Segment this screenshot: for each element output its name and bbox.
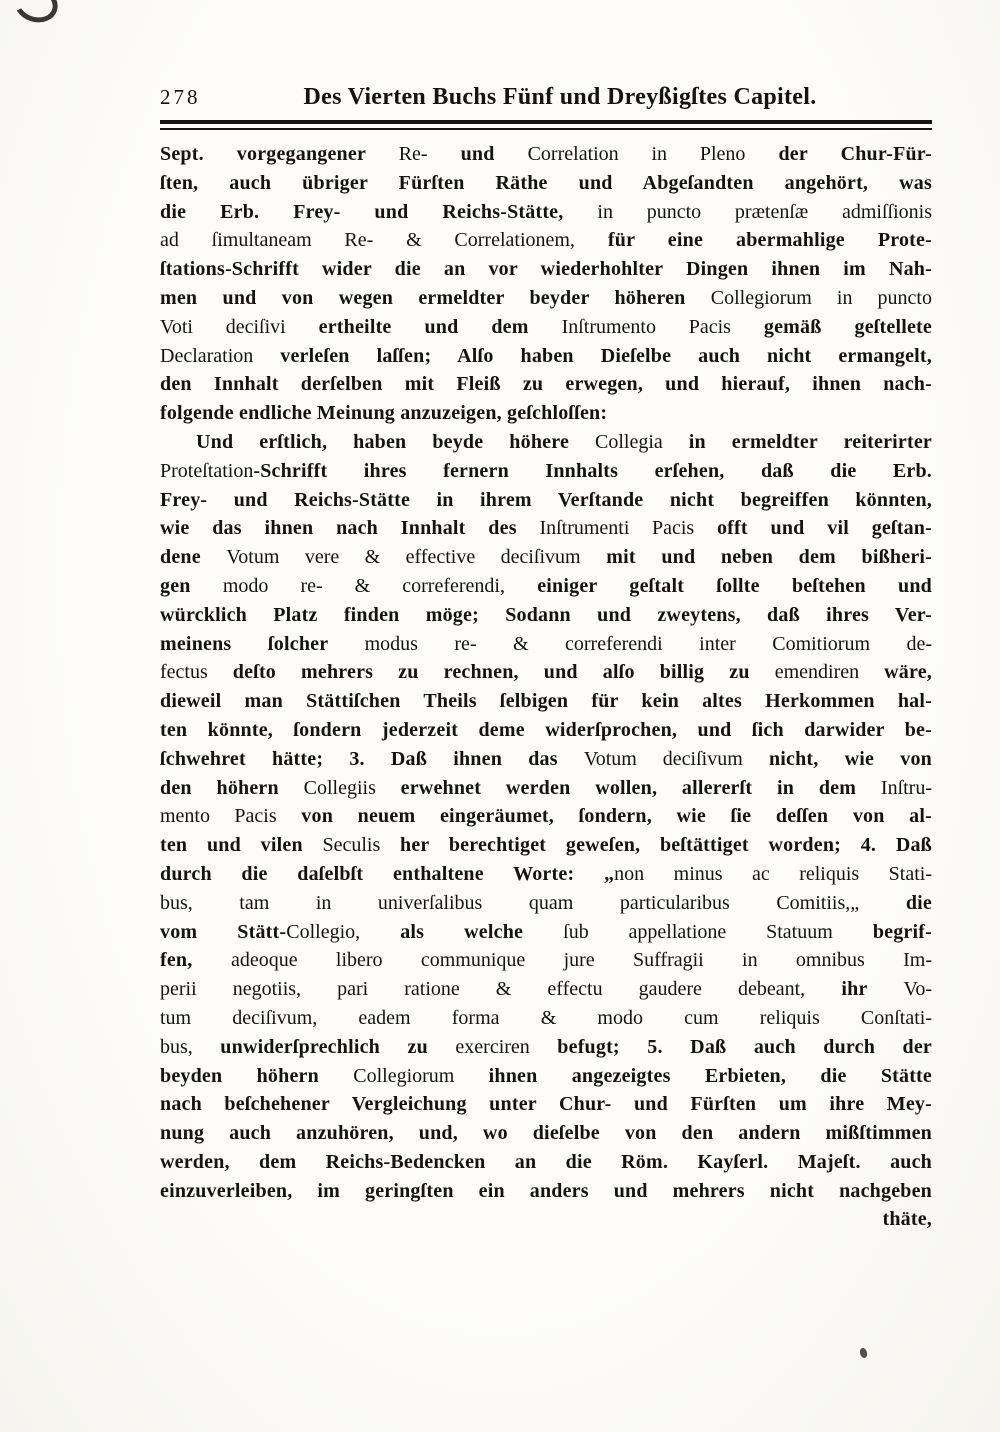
- text-line: [160, 140, 932, 169]
- text-line: [160, 802, 932, 831]
- german-text-segment: erwehnet werden wollen, allererſt in dem: [375, 776, 881, 799]
- german-text-segment: begrif-: [832, 920, 932, 943]
- text-line: [160, 1119, 932, 1148]
- german-text-segment: gemäß geſtellete: [730, 315, 932, 338]
- text-line: [160, 169, 932, 198]
- text-line: [160, 255, 932, 284]
- german-text-segment: fen,: [160, 949, 231, 972]
- german-text-segment: ſten, auch übriger Fürſten Räthe und Abgeſandten angehört, was: [160, 171, 932, 194]
- latin-text-segment: ad ſimultaneam Re- & Correlationem,: [160, 229, 575, 252]
- text-line: [160, 342, 932, 371]
- latin-text-segment: modus re- & correferendi inter Comitiorum de-: [364, 632, 932, 655]
- latin-text-segment: non minus ac reliquis Stati-: [614, 862, 932, 885]
- german-text-segment: ten könnte, ſondern jederzeit deme widerſprochen, und ſich darwider be-: [160, 718, 932, 741]
- text-line: [160, 687, 932, 716]
- text-line: [160, 457, 932, 486]
- german-text-segment: men und von wegen ermeldter beyder höheren: [160, 286, 711, 309]
- text-line: [160, 428, 932, 457]
- german-text-segment: würcklich Platz finden möge; Sodann und zweytens, daß ihres Ver-: [160, 603, 932, 626]
- text-line: [160, 601, 932, 630]
- german-text-segment: werden, dem Reichs-Bedencken an die Röm. Kayſerl. Majeſt. auch: [160, 1150, 932, 1173]
- german-text-segment: nicht, wie von: [742, 747, 932, 770]
- running-title: Des Vierten Buchs Fünf und Dreyßigſtes Capitel.: [303, 84, 817, 110]
- latin-text-segment: fectus: [160, 661, 208, 684]
- text-line: [160, 1033, 932, 1062]
- text-line: [160, 399, 932, 428]
- latin-text-segment: Correlation in Pleno: [527, 143, 746, 165]
- latin-text-segment: Votum vere & effective deciſivum: [226, 546, 581, 569]
- text-line: [160, 860, 932, 889]
- latin-text-segment: mento Pacis: [160, 805, 277, 828]
- latin-text-segment: modo re- & correferendi,: [222, 574, 505, 597]
- latin-text-segment: Proteſtation: [160, 459, 254, 482]
- german-text-segment: -Schrifft ihres fernern Innhalts erſehen, daß die Erb.: [253, 459, 932, 482]
- german-text-segment: die Erb. Frey- und Reichs-Stätte,: [160, 200, 598, 223]
- body-text: [160, 140, 932, 1234]
- german-text-segment: ſtations-Schrifft wider die an vor wiederhohlter Dingen ihnen im Nah-: [160, 258, 932, 281]
- text-line: [160, 370, 932, 399]
- header-double-rule: [160, 120, 932, 130]
- text-line: [160, 889, 932, 918]
- german-text-segment: in ermeldter reiterirter: [662, 430, 932, 453]
- text-line: [160, 716, 932, 745]
- german-text-segment: vom Stätt-: [160, 920, 287, 943]
- text-line: [160, 198, 932, 227]
- german-text-segment: ertheilte und dem: [285, 315, 562, 338]
- german-text-segment: mit und neben dem bißheri-: [580, 546, 933, 569]
- german-text-segment: folgende endliche Meinung anzuzeigen, geſchloſſen:: [160, 402, 608, 425]
- latin-text-segment: perii negotiis, pari ratione & effectu gaudere debeant,: [160, 978, 806, 1001]
- text-line: [160, 572, 932, 601]
- german-text-segment: den Innhalt derſelben mit Fleiß zu erwegen, und hierauf, ihnen nach-: [160, 373, 932, 396]
- latin-text-segment: Inſtrumento Pacis: [561, 315, 731, 338]
- text-line: [160, 975, 932, 1004]
- text-line: [160, 745, 932, 774]
- german-text-segment: den höhern: [160, 776, 304, 799]
- text-line: [160, 774, 932, 803]
- german-text-segment: die: [859, 891, 932, 914]
- latin-text-segment: Voti deciſivi: [160, 315, 286, 338]
- text-block: [160, 84, 932, 1234]
- latin-text-segment: Vo-: [903, 978, 932, 1001]
- latin-text-segment: Seculis: [322, 834, 381, 857]
- text-line: [160, 1205, 932, 1234]
- latin-text-segment: bus,: [160, 1035, 193, 1058]
- latin-text-segment: Votum deciſivum: [583, 747, 743, 770]
- text-line: [160, 1004, 932, 1033]
- german-text-segment: thäte,: [882, 1208, 932, 1231]
- german-text-segment: her berechtiget geweſen, beſtättiget worden; 4. Daß: [380, 834, 932, 857]
- latin-text-segment: Collegiis: [303, 776, 376, 799]
- german-text-segment: und: [427, 143, 528, 165]
- text-line: [160, 918, 932, 947]
- german-text-segment: offt und vil geſtan-: [694, 517, 932, 540]
- latin-text-segment: bus, tam in univerſalibus quam particularibus Comitiis,„: [160, 891, 860, 914]
- german-text-segment: meinens ſolcher: [160, 632, 365, 655]
- latin-text-segment: in puncto prætenſæ admiſſionis: [597, 200, 932, 223]
- latin-text-segment: Declaration: [160, 344, 254, 367]
- scan-artifact-corner: [10, 0, 63, 28]
- german-text-segment: wäre,: [859, 661, 932, 684]
- latin-text-segment: Collegio,: [286, 920, 361, 943]
- german-text-segment: unwiderſprechlich zu: [192, 1035, 456, 1058]
- german-text-segment: nung auch anzuhören, und, wo dieſelbe von den andern mißſtimmen: [160, 1122, 932, 1145]
- latin-text-segment: Inſtrumenti Pacis: [539, 517, 695, 540]
- german-text-segment: Frey- und Reichs-Stätte in ihrem Verſtande nicht begreiffen könnten,: [160, 488, 932, 511]
- latin-text-segment: adeoque libero communique jure Suffragii in omnibus Im-: [230, 949, 932, 972]
- text-line: [160, 946, 932, 975]
- german-text-segment: ſchwehret hätte; 3. Daß ihnen das: [160, 747, 584, 770]
- text-line: [160, 313, 932, 342]
- latin-text-segment: emendiren: [774, 661, 860, 684]
- german-text-segment: ihr: [805, 978, 904, 1001]
- german-text-segment: ihnen angezeigtes Erbieten, die Stätte: [454, 1064, 932, 1087]
- text-line: [160, 1090, 932, 1119]
- german-text-segment: dene: [160, 546, 227, 569]
- text-line: [160, 514, 932, 543]
- text-line: [160, 226, 932, 255]
- page-number: 278: [160, 85, 201, 109]
- german-text-segment: der Chur-Für-: [745, 143, 933, 165]
- german-text-segment: einiger geſtalt ſollte beſtehen und: [504, 574, 932, 597]
- german-text-segment: dieweil man Stättiſchen Theils ſelbigen für kein altes Herkommen hal-: [160, 690, 932, 713]
- text-line: [160, 1177, 932, 1206]
- german-text-segment: einzuverleiben, im geringſten ein anders und mehrers nicht nachgeben: [160, 1179, 932, 1202]
- german-text-segment: wie das ihnen nach Innhalt des: [160, 517, 540, 540]
- text-line: [160, 543, 932, 572]
- german-text-segment: ten und vilen: [160, 834, 323, 857]
- latin-text-segment: Collegia: [595, 430, 663, 453]
- text-line: [160, 831, 932, 860]
- german-text-segment: durch die daſelbſt enthaltene Worte: „: [160, 862, 615, 885]
- page-header: [160, 84, 932, 111]
- text-line: [160, 630, 932, 659]
- german-text-segment: Und erſtlich, haben beyde höhere: [196, 430, 595, 453]
- latin-text-segment: Collegiorum: [353, 1064, 455, 1087]
- german-text-segment: Sept. vorgegangener: [160, 143, 399, 165]
- german-text-segment: als welche: [360, 920, 564, 943]
- german-text-segment: beyden höhern: [160, 1064, 354, 1087]
- latin-text-segment: exerciren: [455, 1035, 530, 1058]
- german-text-segment: deſto mehrers zu rechnen, und alſo billig zu: [207, 661, 775, 684]
- german-text-segment: befugt; 5. Daß auch durch der: [529, 1035, 932, 1058]
- text-line: [160, 1148, 932, 1177]
- latin-text-segment: Inſtru-: [880, 776, 932, 799]
- german-text-segment: für eine abermahlige Prote-: [574, 229, 932, 252]
- text-line: [160, 486, 932, 515]
- latin-text-segment: tum deciſivum, eadem forma & modo cum reliquis Conſtati-: [160, 1006, 932, 1029]
- german-text-segment: gen: [160, 574, 223, 597]
- text-line: [160, 658, 932, 687]
- latin-text-segment: ſub appellatione Statuum: [563, 920, 833, 943]
- scan-artifact-speck: [858, 1347, 869, 1359]
- text-line: [160, 1062, 932, 1091]
- latin-text-segment: Collegiorum in puncto: [710, 286, 932, 309]
- german-text-segment: nach beſchehener Vergleichung unter Chur- und Fürſten um ihre Mey-: [160, 1093, 932, 1116]
- text-line: [160, 284, 932, 313]
- german-text-segment: von neuem eingeräumet, ſondern, wie ſie deſſen von al-: [276, 805, 932, 828]
- german-text-segment: verleſen laſſen; Alſo haben Dieſelbe auch nicht ermangelt,: [253, 344, 932, 367]
- latin-text-segment: Re-: [398, 143, 428, 165]
